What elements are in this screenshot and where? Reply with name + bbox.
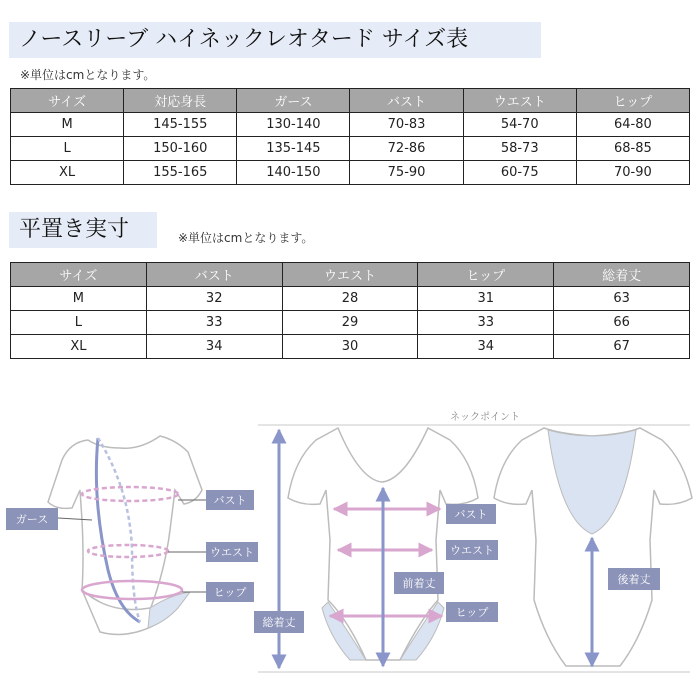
header-bust: バスト (350, 89, 463, 113)
table-cell: 33 (146, 311, 282, 335)
table-cell: 155-165 (124, 161, 237, 185)
waist-label-2: ウエスト (450, 544, 494, 557)
table-header-row (11, 89, 690, 113)
total-length-label: 総着丈 (262, 616, 296, 629)
flat-measurement-table (10, 262, 690, 359)
unit-note-2: ※単位はcmとなります。 (178, 231, 314, 245)
table-cell: 32 (146, 287, 282, 311)
waist-label: ウエスト (210, 546, 254, 559)
size-chart-table (10, 88, 690, 185)
table-row (11, 113, 690, 137)
neck-point-label: ネックポイント (450, 412, 520, 423)
table-cell: 145-155 (124, 113, 237, 137)
table-cell: 63 (554, 287, 690, 311)
flat-measurement-title (9, 212, 157, 248)
table-cell: 150-160 (124, 137, 237, 161)
table-cell: 140-150 (237, 161, 350, 185)
header-height: 対応身長 (124, 89, 237, 113)
size-chart-title-text: ノースリーブ ハイネックレオタード サイズ表 (19, 27, 469, 52)
measurement-diagram (0, 370, 700, 700)
table-row (11, 137, 690, 161)
table-cell: 34 (146, 335, 282, 359)
header-hip: ヒップ (576, 89, 689, 113)
table-cell: 58-73 (463, 137, 576, 161)
table-cell: XL (11, 335, 147, 359)
leotard-3d-figure (48, 436, 202, 634)
table-cell: L (11, 137, 124, 161)
header-waist: ウエスト (463, 89, 576, 113)
table-cell: L (11, 311, 147, 335)
table-cell: 34 (418, 335, 554, 359)
table-row (11, 161, 690, 185)
table-cell: 54-70 (463, 113, 576, 137)
size-chart-title (9, 22, 541, 58)
table-cell: 75-90 (350, 161, 463, 185)
header-bust: バスト (146, 263, 282, 287)
header-total-length: 総着丈 (554, 263, 690, 287)
table-header-row (11, 263, 690, 287)
hip-label-2: ヒップ (455, 606, 489, 619)
header-hip: ヒップ (418, 263, 554, 287)
header-size: サイズ (11, 89, 124, 113)
flat-measurement-title-text: 平置き実寸 (19, 217, 130, 242)
header-size: サイズ (11, 263, 147, 287)
header-girth: ガース (237, 89, 350, 113)
table-cell: 68-85 (576, 137, 689, 161)
header-waist: ウエスト (282, 263, 418, 287)
table-cell: 29 (282, 311, 418, 335)
table-row (11, 335, 690, 359)
table-cell: M (11, 113, 124, 137)
table-cell: 135-145 (237, 137, 350, 161)
front-length-label: 前着丈 (402, 577, 436, 590)
table-cell: XL (11, 161, 124, 185)
back-length-label: 後着丈 (617, 573, 651, 586)
table-cell: 30 (282, 335, 418, 359)
table-cell: 130-140 (237, 113, 350, 137)
girth-label: ガース (15, 513, 49, 526)
unit-note: ※単位はcmとなります。 (20, 68, 156, 82)
table-cell: 72-86 (350, 137, 463, 161)
bust-label-2: バスト (454, 508, 488, 521)
hip-label: ヒップ (213, 586, 247, 599)
table-cell: 64-80 (576, 113, 689, 137)
bust-label: バスト (213, 494, 247, 507)
table-cell: 60-75 (463, 161, 576, 185)
table-cell: 66 (554, 311, 690, 335)
table-cell: 28 (282, 287, 418, 311)
table-row (11, 287, 690, 311)
table-cell: 31 (418, 287, 554, 311)
table-row (11, 311, 690, 335)
table-cell: 70-90 (576, 161, 689, 185)
table-cell: M (11, 287, 147, 311)
table-cell: 70-83 (350, 113, 463, 137)
table-cell: 33 (418, 311, 554, 335)
table-cell: 67 (554, 335, 690, 359)
